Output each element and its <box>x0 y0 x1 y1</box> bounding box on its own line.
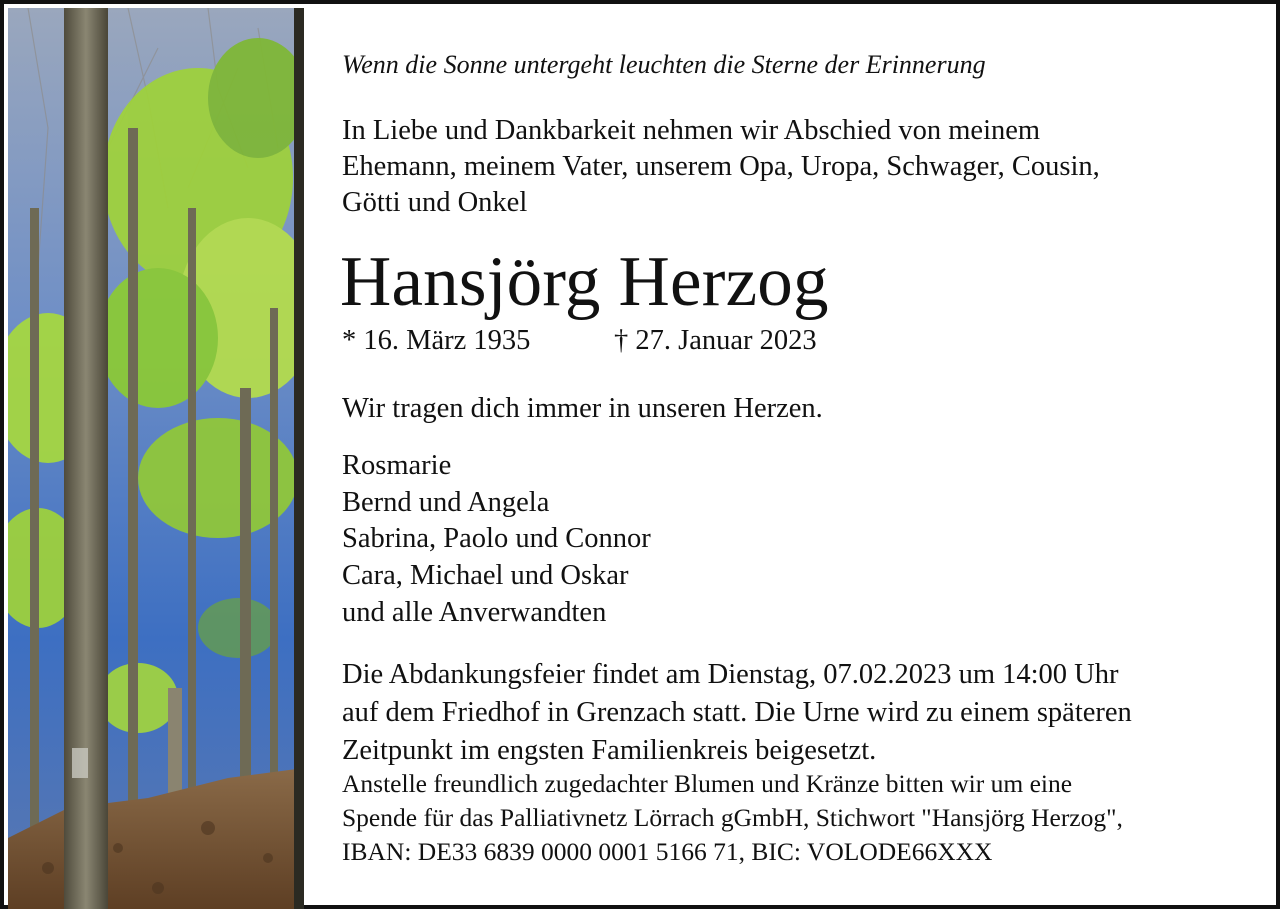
family-member: und alle Anverwandten <box>342 596 607 628</box>
intro-line: In Liebe und Dankbarkeit nehmen wir Abschied von meinem <box>342 115 1041 146</box>
family-member: Sabrina, Paolo und Connor <box>342 523 651 555</box>
intro-paragraph <box>342 113 1242 221</box>
intro-line: Ehemann, meinem Vater, unserem Opa, Uropa, Schwager, Cousin, <box>342 151 1100 182</box>
service-line: Zeitpunkt im engsten Familienkreis beigesetzt. <box>342 735 877 766</box>
forest-illustration <box>8 8 304 909</box>
service-line: auf dem Friedhof in Grenzach statt. Die Urne wird zu einem späteren <box>342 697 1132 728</box>
family-member: Rosmarie <box>342 450 452 481</box>
donation-line: IBAN: DE33 6839 0000 0001 5166 71, BIC: VOLODE66XXX <box>342 837 993 866</box>
family-list <box>342 448 651 632</box>
life-dates <box>342 322 817 360</box>
service-line: Die Abdankungsfeier findet am Dienstag, 07.02.2023 um 14:00 Uhr <box>342 659 1119 690</box>
family-member: Bernd und Angela <box>342 486 550 518</box>
farewell-line: Wir tragen dich immer in unseren Herzen. <box>342 393 823 424</box>
service-info <box>342 656 1132 770</box>
intro-line: Götti und Onkel <box>342 187 528 218</box>
deceased-name: Hansjörg Herzog <box>340 243 829 321</box>
death-date: † 27. Januar 2023 <box>614 325 817 356</box>
birth-date: * 16. März 1935 <box>342 325 531 356</box>
family-member: Cara, Michael und Oskar <box>342 560 629 592</box>
donation-info <box>342 767 1123 869</box>
donation-line: Spende für das Palliativnetz Lörrach gGmbH, Stichwort "Hansjörg Herzog", <box>342 803 1123 832</box>
forest-photo <box>8 8 304 909</box>
donation-line: Anstelle freundlich zugedachter Blumen und Kränze bitten wir um eine <box>342 769 1073 798</box>
motto: Wenn die Sonne untergeht leuchten die Sterne der Erinnerung <box>342 50 986 79</box>
